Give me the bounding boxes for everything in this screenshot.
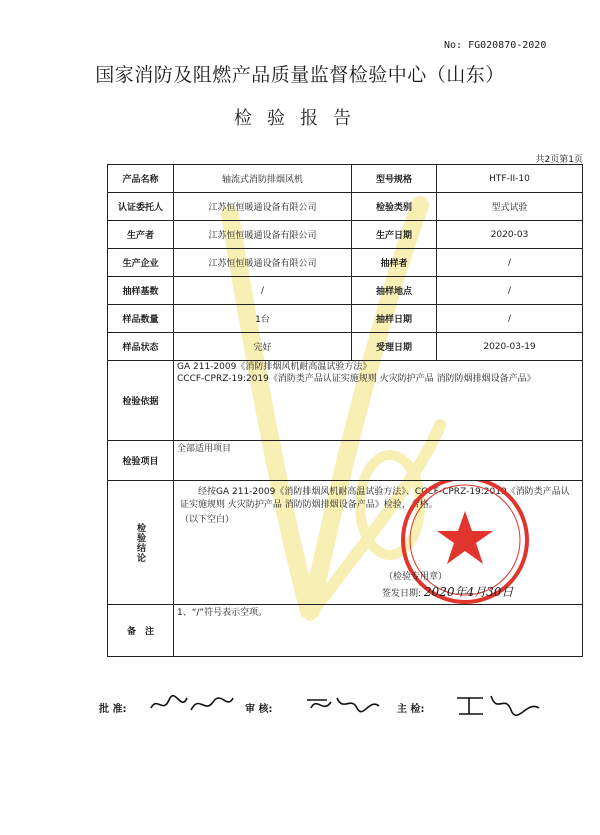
review-label: 审 核: (245, 704, 273, 715)
sampler-value: / (437, 249, 583, 277)
table-row (108, 441, 583, 481)
model-label: 型号规格 (352, 165, 437, 193)
client-value: 江苏恒恒暖通设备有限公司 (174, 193, 352, 221)
sampling-site-label: 抽样地点 (352, 277, 437, 305)
basis-label: 检验依据 (108, 361, 174, 441)
inspection-type-value: 型式试验 (437, 193, 583, 221)
basis-line: CCCF-CPRZ-19:2019《消防类产品认证实施规则 火灾防护产品 消防防烟排烟设备产品》 (177, 374, 536, 384)
sampling-base-value: / (174, 277, 352, 305)
manufacturer-label: 生产者 (108, 221, 174, 249)
production-date-label: 生产日期 (352, 221, 437, 249)
table-row (108, 249, 583, 277)
items-value: 全部适用项目 (174, 441, 583, 481)
seal-label: （检验专用章） (384, 572, 448, 582)
table-row (108, 221, 583, 249)
table-row (108, 193, 583, 221)
remarks-label: 备 注 (108, 605, 174, 657)
issue-date-label: 签发日期: (382, 589, 422, 599)
table-row (108, 305, 583, 333)
report-table (107, 164, 583, 657)
table-row (108, 333, 583, 361)
product-name-label: 产品名称 (108, 165, 174, 193)
approve-label: 批 准: (99, 704, 127, 715)
sampling-date-value: / (437, 305, 583, 333)
sampler-label: 抽样者 (352, 249, 437, 277)
basis-line: GA 211-2009《消防排烟风机耐高温试验方法》 (177, 362, 372, 372)
remarks-value: 1、“/”符号表示空项。 (174, 605, 583, 657)
inspect-signature (453, 690, 543, 718)
sample-state-value: 完好 (174, 333, 352, 361)
document-title: 检验报告 (234, 108, 366, 129)
page-count: 共2页第1页 (535, 155, 583, 165)
items-label: 检验项目 (108, 441, 174, 481)
sample-qty-label: 样品数量 (108, 305, 174, 333)
receipt-date-label: 受理日期 (352, 333, 437, 361)
sampling-site-value: / (437, 277, 583, 305)
conclusion-note: （以下空白） (180, 515, 235, 525)
model-value: HTF-II-10 (437, 165, 583, 193)
manufacturer-value: 江苏恒恒暖通设备有限公司 (174, 221, 352, 249)
inspect-label: 主 检: (397, 704, 425, 715)
issue-date-value: 2020年4月30日 (423, 585, 514, 599)
receipt-date-value: 2020-03-19 (437, 333, 583, 361)
table-row (108, 165, 583, 193)
sampling-date-label: 抽样日期 (352, 305, 437, 333)
sampling-base-label: 抽样基数 (108, 277, 174, 305)
table-row (108, 361, 583, 441)
client-label: 认证委托人 (108, 193, 174, 221)
review-signature (303, 690, 383, 718)
sample-qty-value: 1台 (174, 305, 352, 333)
product-name-value: 轴流式消防排烟风机 (174, 165, 352, 193)
production-date-value: 2020-03 (437, 221, 583, 249)
approve-signature (147, 690, 237, 718)
table-row (108, 481, 583, 605)
table-row (108, 277, 583, 305)
inspection-type-label: 检验类别 (352, 193, 437, 221)
serial-number: No: FG020870-2020 (444, 40, 547, 51)
enterprise-value: 江苏恒恒暖通设备有限公司 (174, 249, 352, 277)
conclusion-cell (174, 481, 583, 605)
issue-date (382, 583, 513, 600)
conclusion-text: 经按GA 211-2009《消防排烟风机耐高温试验方法》、CCCF-CPRZ-19:2019《消防类产品认证实施规则 火灾防护产品 消防防烟排烟设备产品》检验，合格。 (180, 487, 570, 510)
enterprise-label: 生产企业 (108, 249, 174, 277)
basis-value (174, 361, 583, 441)
center-name: 国家消防及阻燃产品质量监督检验中心（山东） (95, 64, 505, 86)
table-row (108, 605, 583, 657)
sample-state-label: 样品状态 (108, 333, 174, 361)
conclusion-label (108, 481, 174, 605)
conclusion-label-text: 检验结论 (135, 522, 145, 563)
